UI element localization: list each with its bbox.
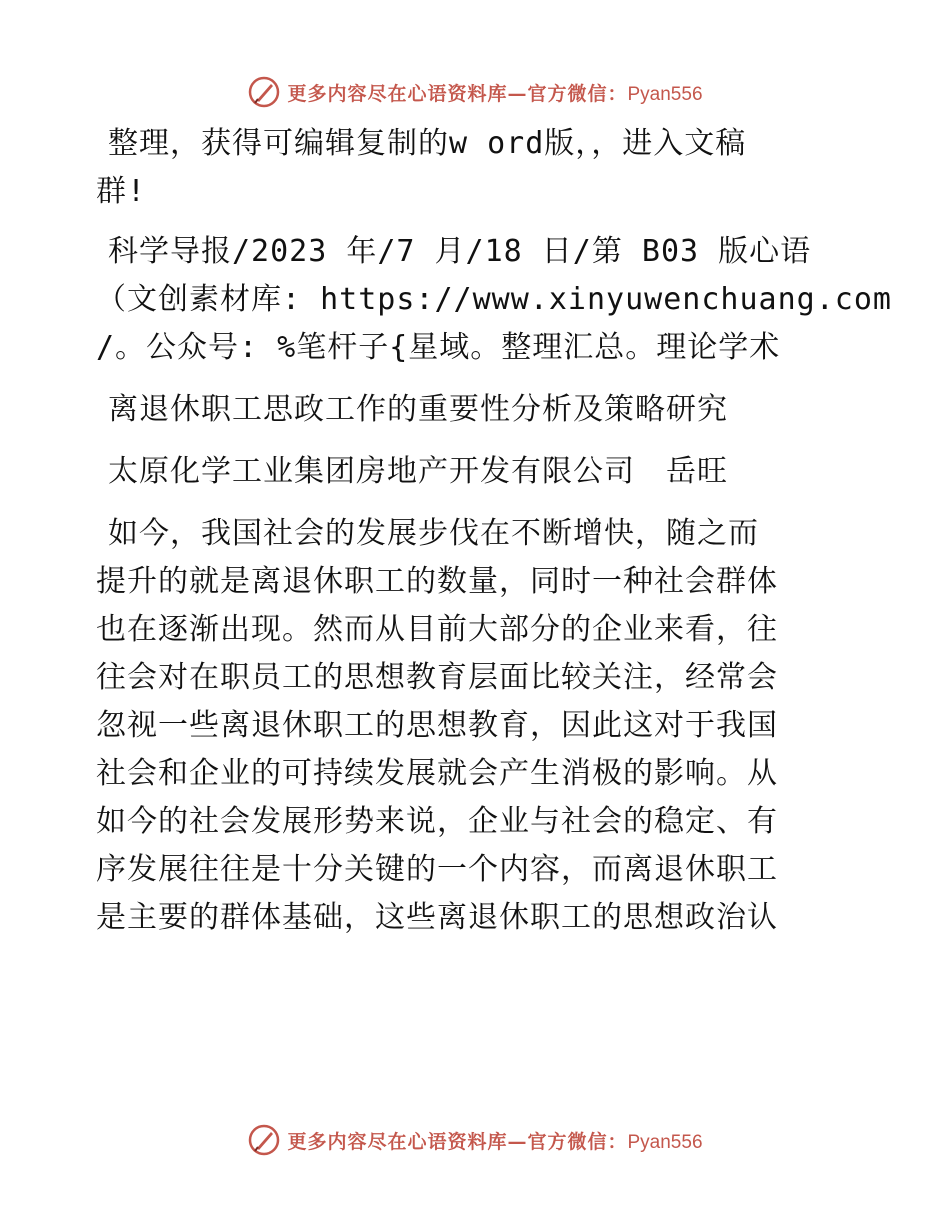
paragraph-line: 序发展往往是十分关键的一个内容，而离退休职工 [96, 852, 778, 887]
article-paragraph [96, 510, 856, 942]
footer-banner-text [287, 1127, 702, 1154]
paragraph-line: 也在逐渐出现。然而从目前大部分的企业来看，往 [96, 612, 778, 647]
intro-line-2: 群! [96, 174, 147, 209]
footer-banner-label: 更多内容尽在心语资料库—官方微信： [287, 1130, 628, 1153]
paragraph-line: 忽视一些离退休职工的思想教育，因此这对于我国 [96, 708, 778, 743]
header-banner-wechat: Pyan556 [627, 83, 703, 105]
quill-logo-icon [247, 1123, 281, 1157]
intro-line-1: 整理，获得可编辑复制的w ord版，，进入文稿 [108, 126, 747, 161]
article-author: 太原化学工业集团房地产开发有限公司 岳旺 [108, 454, 728, 489]
header-banner [0, 72, 950, 112]
article-title: 离退休职工思政工作的重要性分析及策略研究 [108, 392, 728, 427]
paragraph-line: 往会对在职员工的思想教育层面比较关注，经常会 [96, 660, 778, 695]
paragraph-line: 如今，我国社会的发展步伐在不断增快，随之而 [108, 516, 759, 551]
paragraph-line: 社会和企业的可持续发展就会产生消极的影响。从 [96, 756, 778, 791]
source-line-3: /。公众号: %笔杆子{星域。整理汇总。理论学术 [96, 330, 781, 365]
header-banner-label: 更多内容尽在心语资料库—官方微信： [287, 82, 628, 105]
paragraph-line: 是主要的群体基础，这些离退休职工的思想政治认 [96, 900, 778, 935]
footer-banner [0, 1120, 950, 1160]
document-body [96, 120, 892, 942]
source-line-1: 科学导报/2023 年/7 月/18 日/第 B03 版心语 [108, 234, 812, 269]
quill-logo-icon [247, 75, 281, 109]
source-line-2: （文创素材库: https://www.xinyuwenchuang.com [96, 282, 892, 317]
paragraph-line: 如今的社会发展形势来说，企业与社会的稳定、有 [96, 804, 778, 839]
paragraph-line: 提升的就是离退休职工的数量，同时一种社会群体 [96, 564, 778, 599]
footer-banner-wechat: Pyan556 [627, 1131, 703, 1153]
header-banner-text [287, 79, 702, 106]
